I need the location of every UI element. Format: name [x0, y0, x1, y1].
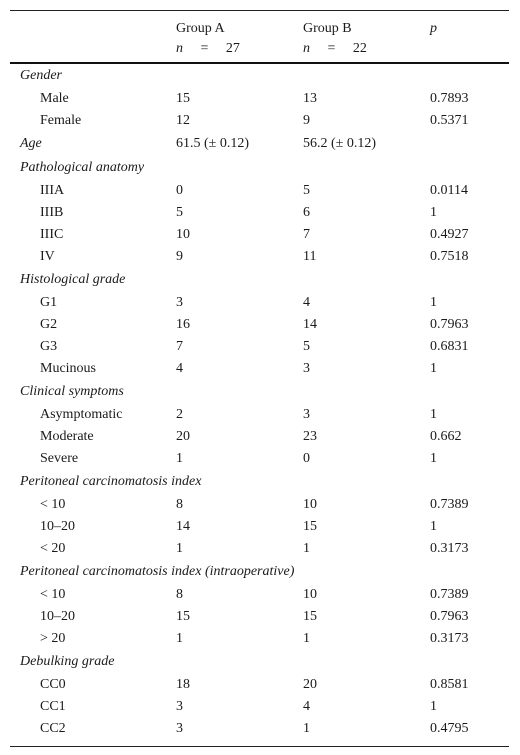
- p-value: 1: [430, 451, 437, 466]
- table-bottom-rule: [10, 746, 509, 747]
- row-label: > 20: [40, 631, 66, 646]
- row-label: 10–20: [40, 519, 75, 534]
- table-row: [10, 674, 509, 696]
- group-b-value: 15: [303, 609, 317, 624]
- group-b-value: 15: [303, 519, 317, 534]
- row-label: G3: [40, 339, 58, 354]
- group-b-value: 0: [303, 451, 310, 466]
- table-header: [10, 11, 509, 62]
- group-a-value: 3: [176, 699, 183, 714]
- group-b-value: 1: [303, 541, 310, 556]
- group-b-value: 11: [303, 249, 317, 264]
- table-row: [10, 180, 509, 202]
- row-label: CC2: [40, 721, 66, 736]
- row-label: 10–20: [40, 609, 75, 624]
- data-table: [10, 10, 509, 747]
- group-b-value: 56.2 (± 0.12): [303, 136, 377, 151]
- table-row: [10, 404, 509, 426]
- group-a-value: 5: [176, 205, 183, 220]
- p-value: 0.662: [430, 429, 462, 444]
- row-label: G2: [40, 317, 58, 332]
- p-value: 0.7389: [430, 587, 469, 602]
- header-n-group-a: n = 27: [176, 41, 240, 56]
- group-a-value: 8: [176, 587, 183, 602]
- p-value: 0.7963: [430, 609, 469, 624]
- group-b-value: 10: [303, 587, 317, 602]
- row-label: IV: [40, 249, 55, 264]
- group-a-value: 8: [176, 497, 183, 512]
- table-section-row: [10, 560, 509, 584]
- table-section-row: [10, 64, 509, 88]
- table-row: [10, 718, 509, 740]
- group-a-value: 16: [176, 317, 190, 332]
- row-label: Mucinous: [40, 361, 96, 376]
- table-row: [10, 606, 509, 628]
- section-label: Pathological anatomy: [20, 160, 145, 175]
- table-row: [10, 696, 509, 718]
- row-label: Severe: [40, 451, 79, 466]
- p-value: 1: [430, 519, 437, 534]
- p-value: 0.7963: [430, 317, 469, 332]
- group-a-value: 15: [176, 91, 190, 106]
- row-label: IIIB: [40, 205, 64, 220]
- section-label: Histological grade: [20, 272, 126, 287]
- table-row: [10, 584, 509, 606]
- p-value: 1: [430, 361, 437, 376]
- table-section-row: [10, 132, 509, 156]
- table-section-row: [10, 650, 509, 674]
- group-a-value: 4: [176, 361, 183, 376]
- row-label: Male: [40, 91, 69, 106]
- table-row: [10, 246, 509, 268]
- p-value: 1: [430, 205, 437, 220]
- row-label: IIIA: [40, 183, 65, 198]
- group-b-value: 14: [303, 317, 317, 332]
- table-row: [10, 516, 509, 538]
- row-label: < 10: [40, 497, 66, 512]
- row-label: < 10: [40, 587, 66, 602]
- table-section-row: [10, 380, 509, 404]
- table-section-row: [10, 470, 509, 494]
- group-a-value: 9: [176, 249, 183, 264]
- table-section-row: [10, 268, 509, 292]
- table-row: [10, 202, 509, 224]
- table-row: [10, 336, 509, 358]
- section-label: Age: [20, 136, 42, 151]
- group-b-value: 7: [303, 227, 310, 242]
- group-b-value: 4: [303, 295, 310, 310]
- table-row: [10, 358, 509, 380]
- group-a-value: 7: [176, 339, 183, 354]
- p-value: 1: [430, 407, 437, 422]
- p-value: 0.7389: [430, 497, 469, 512]
- header-group-a: Group A: [176, 21, 225, 36]
- row-label: IIIC: [40, 227, 64, 242]
- group-b-value: 13: [303, 91, 317, 106]
- group-a-value: 10: [176, 227, 190, 242]
- group-a-value: 15: [176, 609, 190, 624]
- p-value: 0.4795: [430, 721, 469, 736]
- section-label: Clinical symptoms: [20, 384, 124, 399]
- table-row: [10, 110, 509, 132]
- group-a-value: 0: [176, 183, 183, 198]
- table-row: [10, 426, 509, 448]
- group-b-value: 5: [303, 183, 310, 198]
- row-label: G1: [40, 295, 58, 310]
- table-row: [10, 538, 509, 560]
- row-label: Moderate: [40, 429, 94, 444]
- table-row: [10, 448, 509, 470]
- group-a-value: 1: [176, 631, 183, 646]
- group-a-value: 12: [176, 113, 190, 128]
- p-value: 1: [430, 295, 437, 310]
- p-value: 0.7518: [430, 249, 469, 264]
- section-label: Peritoneal carcinomatosis index: [20, 474, 202, 489]
- group-a-value: 3: [176, 295, 183, 310]
- table-row: [10, 494, 509, 516]
- group-b-value: 1: [303, 721, 310, 736]
- table-section-row: [10, 156, 509, 180]
- row-label: Female: [40, 113, 82, 128]
- group-b-value: 4: [303, 699, 310, 714]
- header-n-group-b: n = 22: [303, 41, 367, 56]
- p-value: 0.7893: [430, 91, 469, 106]
- table-row: [10, 628, 509, 650]
- table-body: [10, 64, 509, 746]
- table-row: [10, 224, 509, 246]
- group-a-value: 1: [176, 451, 183, 466]
- p-value: 0.0114: [430, 183, 468, 198]
- group-b-value: 23: [303, 429, 317, 444]
- section-label: Peritoneal carcinomatosis index (intraoperative): [20, 564, 295, 579]
- group-b-value: 10: [303, 497, 317, 512]
- p-value: 0.3173: [430, 631, 469, 646]
- group-b-value: 3: [303, 361, 310, 376]
- group-b-value: 9: [303, 113, 310, 128]
- group-b-value: 3: [303, 407, 310, 422]
- header-group-b: Group B: [303, 21, 352, 36]
- row-label: Asymptomatic: [40, 407, 123, 422]
- table-row: [10, 292, 509, 314]
- p-value: 0.6831: [430, 339, 469, 354]
- group-a-value: 1: [176, 541, 183, 556]
- group-a-value: 2: [176, 407, 183, 422]
- row-label: CC1: [40, 699, 66, 714]
- group-a-value: 3: [176, 721, 183, 736]
- table-row: [10, 314, 509, 336]
- group-a-value: 20: [176, 429, 190, 444]
- table-row: [10, 88, 509, 110]
- p-value: 0.8581: [430, 677, 469, 692]
- group-a-value: 14: [176, 519, 190, 534]
- group-b-value: 5: [303, 339, 310, 354]
- section-label: Gender: [20, 68, 62, 83]
- p-value: 0.4927: [430, 227, 469, 242]
- p-value: 1: [430, 699, 437, 714]
- group-b-value: 1: [303, 631, 310, 646]
- header-p-value: p: [430, 21, 437, 36]
- row-label: < 20: [40, 541, 66, 556]
- group-b-value: 6: [303, 205, 310, 220]
- group-a-value: 61.5 (± 0.12): [176, 136, 250, 151]
- p-value: 0.3173: [430, 541, 469, 556]
- group-a-value: 18: [176, 677, 190, 692]
- p-value: 0.5371: [430, 113, 469, 128]
- section-label: Debulking grade: [20, 654, 115, 669]
- group-b-value: 20: [303, 677, 317, 692]
- row-label: CC0: [40, 677, 66, 692]
